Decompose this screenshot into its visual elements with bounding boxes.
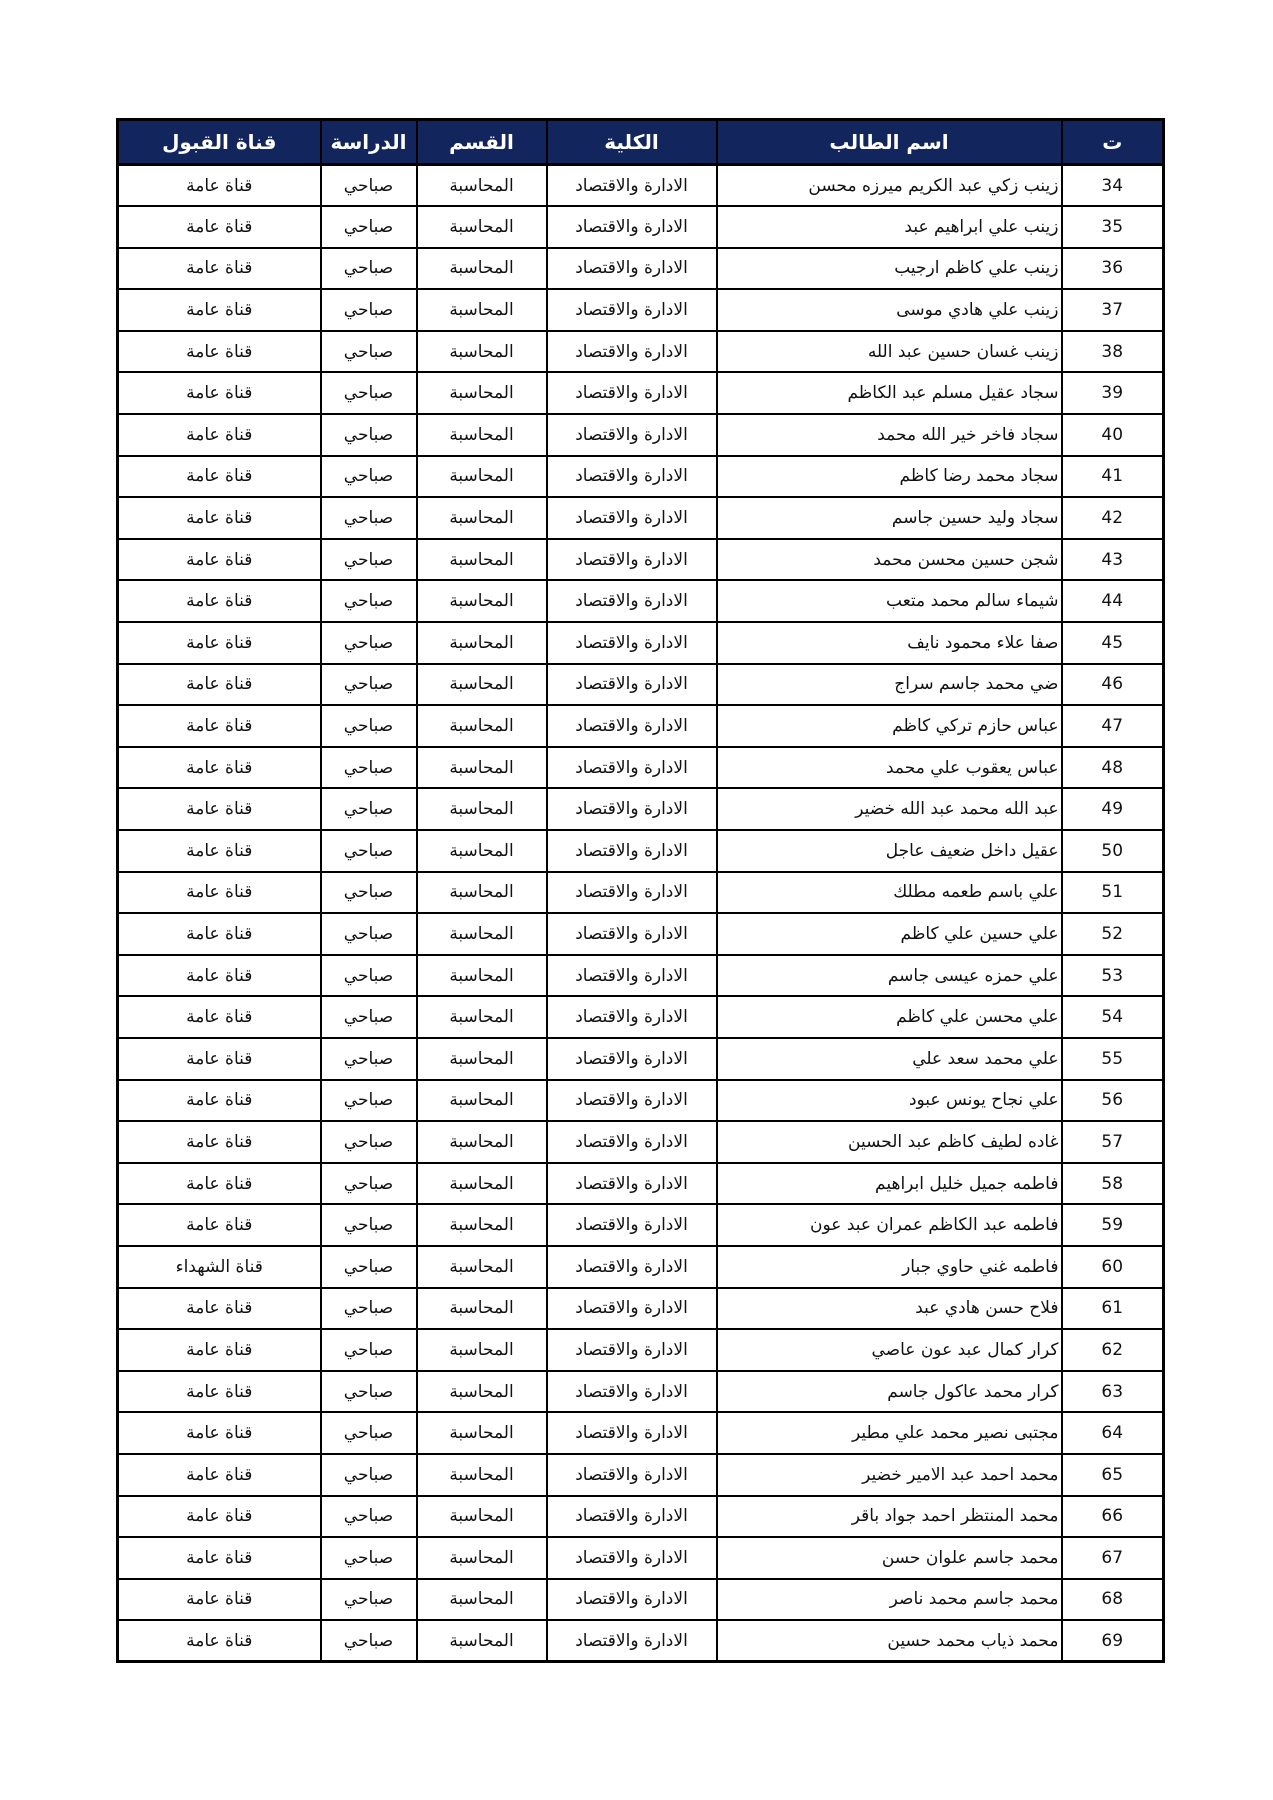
cell-dept: المحاسبة	[417, 1371, 547, 1413]
cell-study: صباحي	[321, 289, 417, 331]
cell-study: صباحي	[321, 1537, 417, 1579]
cell-name: محمد احمد عبد الامير خضير	[717, 1454, 1062, 1496]
table-row	[118, 165, 1164, 207]
cell-dept: المحاسبة	[417, 1080, 547, 1122]
cell-channel: قناة عامة	[118, 289, 321, 331]
cell-name: مجتبى نصير محمد علي مطير	[717, 1412, 1062, 1454]
cell-study: صباحي	[321, 1121, 417, 1163]
cell-index: 58	[1062, 1163, 1164, 1205]
cell-channel: قناة عامة	[118, 830, 321, 872]
cell-channel: قناة عامة	[118, 1288, 321, 1330]
cell-name: عقيل داخل ضعيف عاجل	[717, 830, 1062, 872]
table-row	[118, 1454, 1164, 1496]
cell-study: صباحي	[321, 248, 417, 290]
cell-college: الادارة والاقتصاد	[547, 1620, 717, 1662]
cell-college: الادارة والاقتصاد	[547, 165, 717, 207]
table-row	[118, 539, 1164, 581]
header-cell-name: اسم الطالب	[717, 120, 1062, 165]
student-table-body	[118, 165, 1164, 1662]
cell-college: الادارة والاقتصاد	[547, 414, 717, 456]
cell-channel: قناة عامة	[118, 248, 321, 290]
cell-dept: المحاسبة	[417, 1204, 547, 1246]
student-admission-table	[116, 118, 1165, 1663]
cell-college: الادارة والاقتصاد	[547, 747, 717, 789]
table-row	[118, 289, 1164, 331]
table-row	[118, 1620, 1164, 1662]
cell-study: صباحي	[321, 872, 417, 914]
cell-college: الادارة والاقتصاد	[547, 331, 717, 373]
table-row	[118, 1204, 1164, 1246]
cell-college: الادارة والاقتصاد	[547, 580, 717, 622]
cell-name: فاطمه جميل خليل ابراهيم	[717, 1163, 1062, 1205]
cell-channel: قناة عامة	[118, 165, 321, 207]
cell-study: صباحي	[321, 206, 417, 248]
cell-channel: قناة عامة	[118, 1121, 321, 1163]
cell-study: صباحي	[321, 705, 417, 747]
cell-name: محمد ذياب محمد حسين	[717, 1620, 1062, 1662]
table-row	[118, 913, 1164, 955]
cell-study: صباحي	[321, 747, 417, 789]
cell-name: صفا علاء محمود نايف	[717, 622, 1062, 664]
table-row	[118, 1163, 1164, 1205]
table-row	[118, 1579, 1164, 1621]
cell-index: 67	[1062, 1537, 1164, 1579]
cell-index: 54	[1062, 996, 1164, 1038]
cell-dept: المحاسبة	[417, 1288, 547, 1330]
cell-dept: المحاسبة	[417, 497, 547, 539]
cell-study: صباحي	[321, 955, 417, 997]
cell-college: الادارة والاقتصاد	[547, 913, 717, 955]
table-row	[118, 1496, 1164, 1538]
cell-study: صباحي	[321, 1204, 417, 1246]
cell-index: 42	[1062, 497, 1164, 539]
cell-channel: قناة عامة	[118, 372, 321, 414]
cell-study: صباحي	[321, 372, 417, 414]
cell-dept: المحاسبة	[417, 1579, 547, 1621]
cell-dept: المحاسبة	[417, 830, 547, 872]
cell-channel: قناة عامة	[118, 539, 321, 581]
cell-dept: المحاسبة	[417, 1496, 547, 1538]
cell-index: 43	[1062, 539, 1164, 581]
cell-name: علي محمد سعد علي	[717, 1038, 1062, 1080]
cell-name: محمد جاسم علوان حسن	[717, 1537, 1062, 1579]
cell-index: 59	[1062, 1204, 1164, 1246]
cell-college: الادارة والاقتصاد	[547, 830, 717, 872]
cell-study: صباحي	[321, 414, 417, 456]
cell-index: 47	[1062, 705, 1164, 747]
cell-dept: المحاسبة	[417, 414, 547, 456]
cell-name: سجاد محمد رضا كاظم	[717, 456, 1062, 498]
cell-dept: المحاسبة	[417, 705, 547, 747]
cell-name: ضي محمد جاسم سراج	[717, 664, 1062, 706]
cell-study: صباحي	[321, 1080, 417, 1122]
table-row	[118, 622, 1164, 664]
cell-name: محمد جاسم محمد ناصر	[717, 1579, 1062, 1621]
cell-study: صباحي	[321, 1329, 417, 1371]
cell-index: 38	[1062, 331, 1164, 373]
cell-college: الادارة والاقتصاد	[547, 1412, 717, 1454]
cell-name: زينب علي كاظم ارجيب	[717, 248, 1062, 290]
cell-name: فاطمه غني حاوي جبار	[717, 1246, 1062, 1288]
cell-college: الادارة والاقتصاد	[547, 1496, 717, 1538]
cell-study: صباحي	[321, 497, 417, 539]
cell-dept: المحاسبة	[417, 1620, 547, 1662]
cell-index: 40	[1062, 414, 1164, 456]
cell-index: 44	[1062, 580, 1164, 622]
cell-dept: المحاسبة	[417, 165, 547, 207]
cell-dept: المحاسبة	[417, 1537, 547, 1579]
cell-dept: المحاسبة	[417, 248, 547, 290]
cell-dept: المحاسبة	[417, 1246, 547, 1288]
cell-dept: المحاسبة	[417, 1412, 547, 1454]
table-row	[118, 830, 1164, 872]
cell-channel: قناة عامة	[118, 580, 321, 622]
cell-channel: قناة عامة	[118, 872, 321, 914]
table-row	[118, 872, 1164, 914]
cell-channel: قناة عامة	[118, 1454, 321, 1496]
cell-study: صباحي	[321, 788, 417, 830]
cell-study: صباحي	[321, 664, 417, 706]
cell-index: 41	[1062, 456, 1164, 498]
cell-college: الادارة والاقتصاد	[547, 456, 717, 498]
cell-college: الادارة والاقتصاد	[547, 664, 717, 706]
cell-name: زينب زكي عبد الكريم ميرزه محسن	[717, 165, 1062, 207]
cell-college: الادارة والاقتصاد	[547, 622, 717, 664]
cell-name: عباس حازم تركي كاظم	[717, 705, 1062, 747]
table-row	[118, 1246, 1164, 1288]
cell-college: الادارة والاقتصاد	[547, 955, 717, 997]
cell-name: علي باسم طعمه مطلك	[717, 872, 1062, 914]
cell-channel: قناة عامة	[118, 1496, 321, 1538]
cell-study: صباحي	[321, 1371, 417, 1413]
table-row	[118, 206, 1164, 248]
cell-channel: قناة عامة	[118, 1080, 321, 1122]
cell-name: شجن حسين محسن محمد	[717, 539, 1062, 581]
cell-name: علي نجاح يونس عبود	[717, 1080, 1062, 1122]
cell-college: الادارة والاقتصاد	[547, 289, 717, 331]
cell-name: محمد المنتظر احمد جواد باقر	[717, 1496, 1062, 1538]
cell-name: غاده لطيف كاظم عبد الحسين	[717, 1121, 1062, 1163]
table-row	[118, 996, 1164, 1038]
cell-dept: المحاسبة	[417, 913, 547, 955]
table-header	[118, 120, 1164, 165]
cell-college: الادارة والاقتصاد	[547, 539, 717, 581]
cell-channel: قناة عامة	[118, 497, 321, 539]
cell-dept: المحاسبة	[417, 622, 547, 664]
cell-college: الادارة والاقتصاد	[547, 372, 717, 414]
cell-channel: قناة الشهداء	[118, 1246, 321, 1288]
cell-dept: المحاسبة	[417, 872, 547, 914]
cell-channel: قناة عامة	[118, 996, 321, 1038]
cell-college: الادارة والاقتصاد	[547, 996, 717, 1038]
cell-index: 56	[1062, 1080, 1164, 1122]
cell-study: صباحي	[321, 1620, 417, 1662]
cell-index: 68	[1062, 1579, 1164, 1621]
header-cell-channel: قناة القبول	[118, 120, 321, 165]
cell-study: صباحي	[321, 1412, 417, 1454]
cell-name: زينب غسان حسين عبد الله	[717, 331, 1062, 373]
cell-college: الادارة والاقتصاد	[547, 1080, 717, 1122]
cell-name: سجاد وليد حسين جاسم	[717, 497, 1062, 539]
cell-index: 39	[1062, 372, 1164, 414]
cell-college: الادارة والاقتصاد	[547, 497, 717, 539]
cell-college: الادارة والاقتصاد	[547, 1537, 717, 1579]
cell-college: الادارة والاقتصاد	[547, 1204, 717, 1246]
cell-college: الادارة والاقتصاد	[547, 248, 717, 290]
cell-name: شيماء سالم محمد متعب	[717, 580, 1062, 622]
cell-study: صباحي	[321, 539, 417, 581]
table-row	[118, 1412, 1164, 1454]
cell-channel: قناة عامة	[118, 206, 321, 248]
cell-study: صباحي	[321, 456, 417, 498]
table-row	[118, 1371, 1164, 1413]
cell-channel: قناة عامة	[118, 331, 321, 373]
cell-channel: قناة عامة	[118, 1371, 321, 1413]
cell-name: زينب علي ابراهيم عبد	[717, 206, 1062, 248]
cell-study: صباحي	[321, 1454, 417, 1496]
cell-channel: قناة عامة	[118, 788, 321, 830]
cell-index: 37	[1062, 289, 1164, 331]
cell-college: الادارة والاقتصاد	[547, 1121, 717, 1163]
cell-index: 61	[1062, 1288, 1164, 1330]
table-row	[118, 1329, 1164, 1371]
cell-index: 65	[1062, 1454, 1164, 1496]
cell-index: 66	[1062, 1496, 1164, 1538]
cell-name: كرار محمد عاكول جاسم	[717, 1371, 1062, 1413]
cell-index: 69	[1062, 1620, 1164, 1662]
cell-channel: قناة عامة	[118, 955, 321, 997]
cell-study: صباحي	[321, 996, 417, 1038]
table-row	[118, 705, 1164, 747]
cell-index: 46	[1062, 664, 1164, 706]
cell-dept: المحاسبة	[417, 456, 547, 498]
cell-study: صباحي	[321, 1288, 417, 1330]
cell-dept: المحاسبة	[417, 664, 547, 706]
cell-index: 50	[1062, 830, 1164, 872]
table-row	[118, 1537, 1164, 1579]
cell-index: 55	[1062, 1038, 1164, 1080]
cell-college: الادارة والاقتصاد	[547, 872, 717, 914]
table-row	[118, 456, 1164, 498]
cell-dept: المحاسبة	[417, 539, 547, 581]
cell-dept: المحاسبة	[417, 289, 547, 331]
table-row	[118, 955, 1164, 997]
cell-name: كرار كمال عبد عون عاصي	[717, 1329, 1062, 1371]
table-row	[118, 788, 1164, 830]
cell-channel: قناة عامة	[118, 1329, 321, 1371]
cell-college: الادارة والاقتصاد	[547, 1246, 717, 1288]
cell-name: فاطمه عبد الكاظم عمران عبد عون	[717, 1204, 1062, 1246]
table-row	[118, 331, 1164, 373]
cell-channel: قناة عامة	[118, 1163, 321, 1205]
table-row	[118, 1080, 1164, 1122]
table-row	[118, 248, 1164, 290]
cell-name: عبد الله محمد عبد الله خضير	[717, 788, 1062, 830]
cell-index: 63	[1062, 1371, 1164, 1413]
cell-name: سجاد فاخر خير الله محمد	[717, 414, 1062, 456]
cell-channel: قناة عامة	[118, 1579, 321, 1621]
cell-college: الادارة والاقتصاد	[547, 1371, 717, 1413]
cell-index: 60	[1062, 1246, 1164, 1288]
cell-name: علي حسين علي كاظم	[717, 913, 1062, 955]
cell-index: 57	[1062, 1121, 1164, 1163]
cell-channel: قناة عامة	[118, 705, 321, 747]
cell-dept: المحاسبة	[417, 331, 547, 373]
table-row	[118, 372, 1164, 414]
cell-index: 36	[1062, 248, 1164, 290]
table-row	[118, 414, 1164, 456]
cell-dept: المحاسبة	[417, 788, 547, 830]
cell-index: 34	[1062, 165, 1164, 207]
cell-dept: المحاسبة	[417, 1121, 547, 1163]
cell-name: زينب علي هادي موسى	[717, 289, 1062, 331]
table-row	[118, 664, 1164, 706]
cell-study: صباحي	[321, 165, 417, 207]
table-row	[118, 497, 1164, 539]
cell-college: الادارة والاقتصاد	[547, 1454, 717, 1496]
cell-name: علي حمزه عيسى جاسم	[717, 955, 1062, 997]
cell-dept: المحاسبة	[417, 955, 547, 997]
cell-channel: قناة عامة	[118, 1038, 321, 1080]
cell-dept: المحاسبة	[417, 1454, 547, 1496]
cell-dept: المحاسبة	[417, 996, 547, 1038]
cell-study: صباحي	[321, 913, 417, 955]
cell-name: علي محسن علي كاظم	[717, 996, 1062, 1038]
cell-dept: المحاسبة	[417, 372, 547, 414]
cell-college: الادارة والاقتصاد	[547, 206, 717, 248]
cell-index: 64	[1062, 1412, 1164, 1454]
cell-channel: قناة عامة	[118, 414, 321, 456]
table-row	[118, 580, 1164, 622]
table-header-row	[118, 120, 1164, 165]
cell-name: فلاح حسن هادي عبد	[717, 1288, 1062, 1330]
cell-college: الادارة والاقتصاد	[547, 705, 717, 747]
cell-name: سجاد عقيل مسلم عبد الكاظم	[717, 372, 1062, 414]
cell-study: صباحي	[321, 580, 417, 622]
cell-channel: قناة عامة	[118, 664, 321, 706]
cell-study: صباحي	[321, 1163, 417, 1205]
table-row	[118, 1288, 1164, 1330]
cell-study: صباحي	[321, 1496, 417, 1538]
cell-channel: قناة عامة	[118, 1537, 321, 1579]
cell-dept: المحاسبة	[417, 1329, 547, 1371]
cell-index: 62	[1062, 1329, 1164, 1371]
cell-channel: قناة عامة	[118, 1412, 321, 1454]
cell-dept: المحاسبة	[417, 580, 547, 622]
header-cell-index: ت	[1062, 120, 1164, 165]
cell-index: 53	[1062, 955, 1164, 997]
cell-study: صباحي	[321, 1038, 417, 1080]
cell-study: صباحي	[321, 830, 417, 872]
cell-name: عباس يعقوب علي محمد	[717, 747, 1062, 789]
cell-college: الادارة والاقتصاد	[547, 1579, 717, 1621]
cell-study: صباحي	[321, 1246, 417, 1288]
header-cell-study: الدراسة	[321, 120, 417, 165]
cell-college: الادارة والاقتصاد	[547, 788, 717, 830]
cell-study: صباحي	[321, 1579, 417, 1621]
cell-college: الادارة والاقتصاد	[547, 1288, 717, 1330]
table-row	[118, 1121, 1164, 1163]
table-row	[118, 1038, 1164, 1080]
cell-index: 49	[1062, 788, 1164, 830]
cell-channel: قناة عامة	[118, 747, 321, 789]
cell-dept: المحاسبة	[417, 747, 547, 789]
cell-study: صباحي	[321, 622, 417, 664]
table-row	[118, 747, 1164, 789]
cell-index: 45	[1062, 622, 1164, 664]
cell-study: صباحي	[321, 331, 417, 373]
cell-channel: قناة عامة	[118, 1620, 321, 1662]
cell-index: 52	[1062, 913, 1164, 955]
cell-channel: قناة عامة	[118, 622, 321, 664]
cell-dept: المحاسبة	[417, 1163, 547, 1205]
cell-index: 48	[1062, 747, 1164, 789]
cell-college: الادارة والاقتصاد	[547, 1163, 717, 1205]
cell-index: 35	[1062, 206, 1164, 248]
cell-college: الادارة والاقتصاد	[547, 1329, 717, 1371]
cell-college: الادارة والاقتصاد	[547, 1038, 717, 1080]
header-cell-college: الكلية	[547, 120, 717, 165]
cell-index: 51	[1062, 872, 1164, 914]
cell-dept: المحاسبة	[417, 1038, 547, 1080]
cell-dept: المحاسبة	[417, 206, 547, 248]
cell-channel: قناة عامة	[118, 456, 321, 498]
cell-channel: قناة عامة	[118, 1204, 321, 1246]
header-cell-dept: القسم	[417, 120, 547, 165]
cell-channel: قناة عامة	[118, 913, 321, 955]
